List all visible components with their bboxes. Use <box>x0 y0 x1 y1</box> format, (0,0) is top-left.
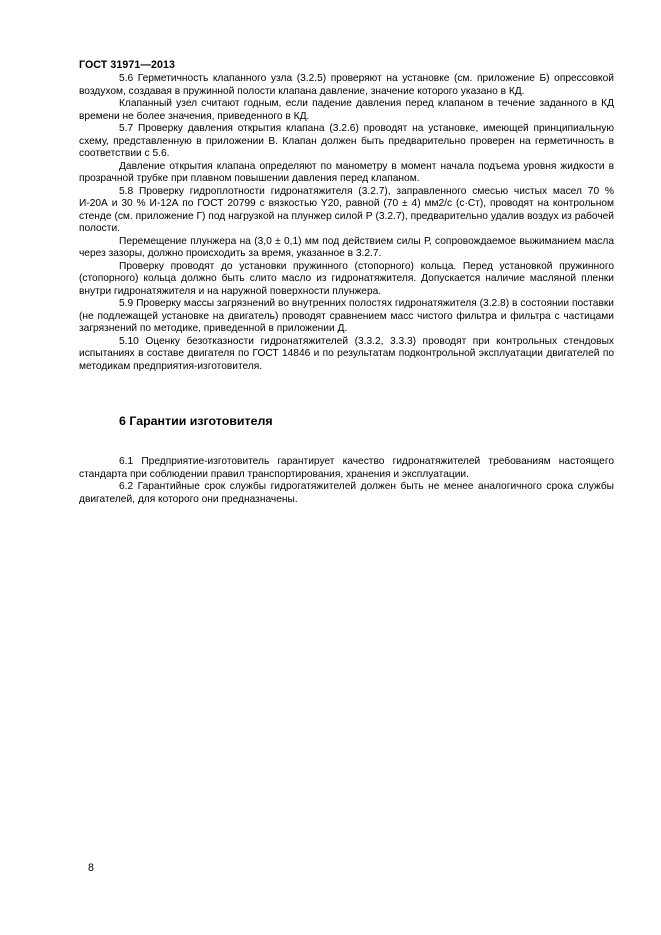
document-header: ГОСТ 31971—2013 <box>79 59 176 71</box>
paragraph-5-6-criteria: Клапанный узел считают годным, если падение давления перед клапаном в течение заданного в КД времени не более значения, приведенного в КД. <box>79 98 614 122</box>
section-5-body <box>79 73 614 373</box>
section-6-title: 6 Гарантии изготовителя <box>119 414 273 428</box>
paragraph-5-9: 5.9 Проверку массы загрязнений во внутренних полостях гидронатяжителя (3.2.8) в состоянии поставки (не подлежащей установке на двигатель) проводят сравнением масс чистого фильтра и фильтра с частицами загрязнений по методике, приведенной в приложении Д. <box>79 298 614 334</box>
paragraph-5-8: 5.8 Проверку гидроплотности гидронатяжителя (3.2.7), заправленного смесью чистых масел 70 % И-20А и 30 % И-12А по ГОСТ 20799 с вязкостью Y20, равной (70 ± 4) мм2/с (с·Ст), проводят на контрольном стенде (см. приложение Г) под нагрузкой на плунжер силой Р (3.2.7), предварительно удалив воздух из рабочей полости. <box>79 185 614 234</box>
section-6-body <box>79 456 614 506</box>
paragraph-5-7-method: Давление открытия клапана определяют по манометру в момент начала подъема уровня жидкости в прозрачной трубке при плавном повышении давления перед клапаном. <box>79 160 614 184</box>
paragraph-5-6: 5.6 Герметичность клапанного узла (3.2.5) проверяют на установке (см. приложение Б) опрессовкой воздухом, создавая в пружинной полости клапана давление, значение которого указано в КД. <box>79 73 614 97</box>
page-number: 8 <box>88 862 94 874</box>
paragraph-6-1: 6.1 Предприятие-изготовитель гарантирует качество гидронатяжителей требованиям настоящего стандарта при соблюдении правил транспортирования, хранения и эксплуатации. <box>79 456 614 480</box>
paragraph-5-7: 5.7 Проверку давления открытия клапана (3.2.6) проводят на установке, имеющей принципиальную схему, представленную в приложении В. Клапан должен быть предварительно проверен на герметичность в соответствии с 5.6. <box>79 123 614 159</box>
paragraph-5-8-procedure: Проверку проводят до установки пружинного (стопорного) кольца. Перед установкой пружинного (стопорного) кольца должно быть слито масло из гидронатяжителя. Допускается наличие масляной пленки внутри гидронатяжителя и на наружной поверхности плунжера. <box>79 260 614 297</box>
paragraph-6-2: 6.2 Гарантийные срок службы гидрогатяжителей должен быть не менее аналогичного срока службы двигателей, для которого они предназначены. <box>79 481 614 505</box>
paragraph-5-10: 5.10 Оценку безотказности гидронатяжителей (3.3.2, 3.3.3) проводят при контрольных стендовых испытаниях в составе двигателя по ГОСТ 14846 и по результатам подконтрольной эксплуатации двигателей по методикам предприятия-изготовителя. <box>79 335 614 372</box>
paragraph-5-8-displacement: Перемещение плунжера на (3,0 ± 0,1) мм под действием силы Р, сопровождаемое выжиманием масла через зазоры, должно происходить за время, указанное в 3.2.7. <box>79 235 614 259</box>
